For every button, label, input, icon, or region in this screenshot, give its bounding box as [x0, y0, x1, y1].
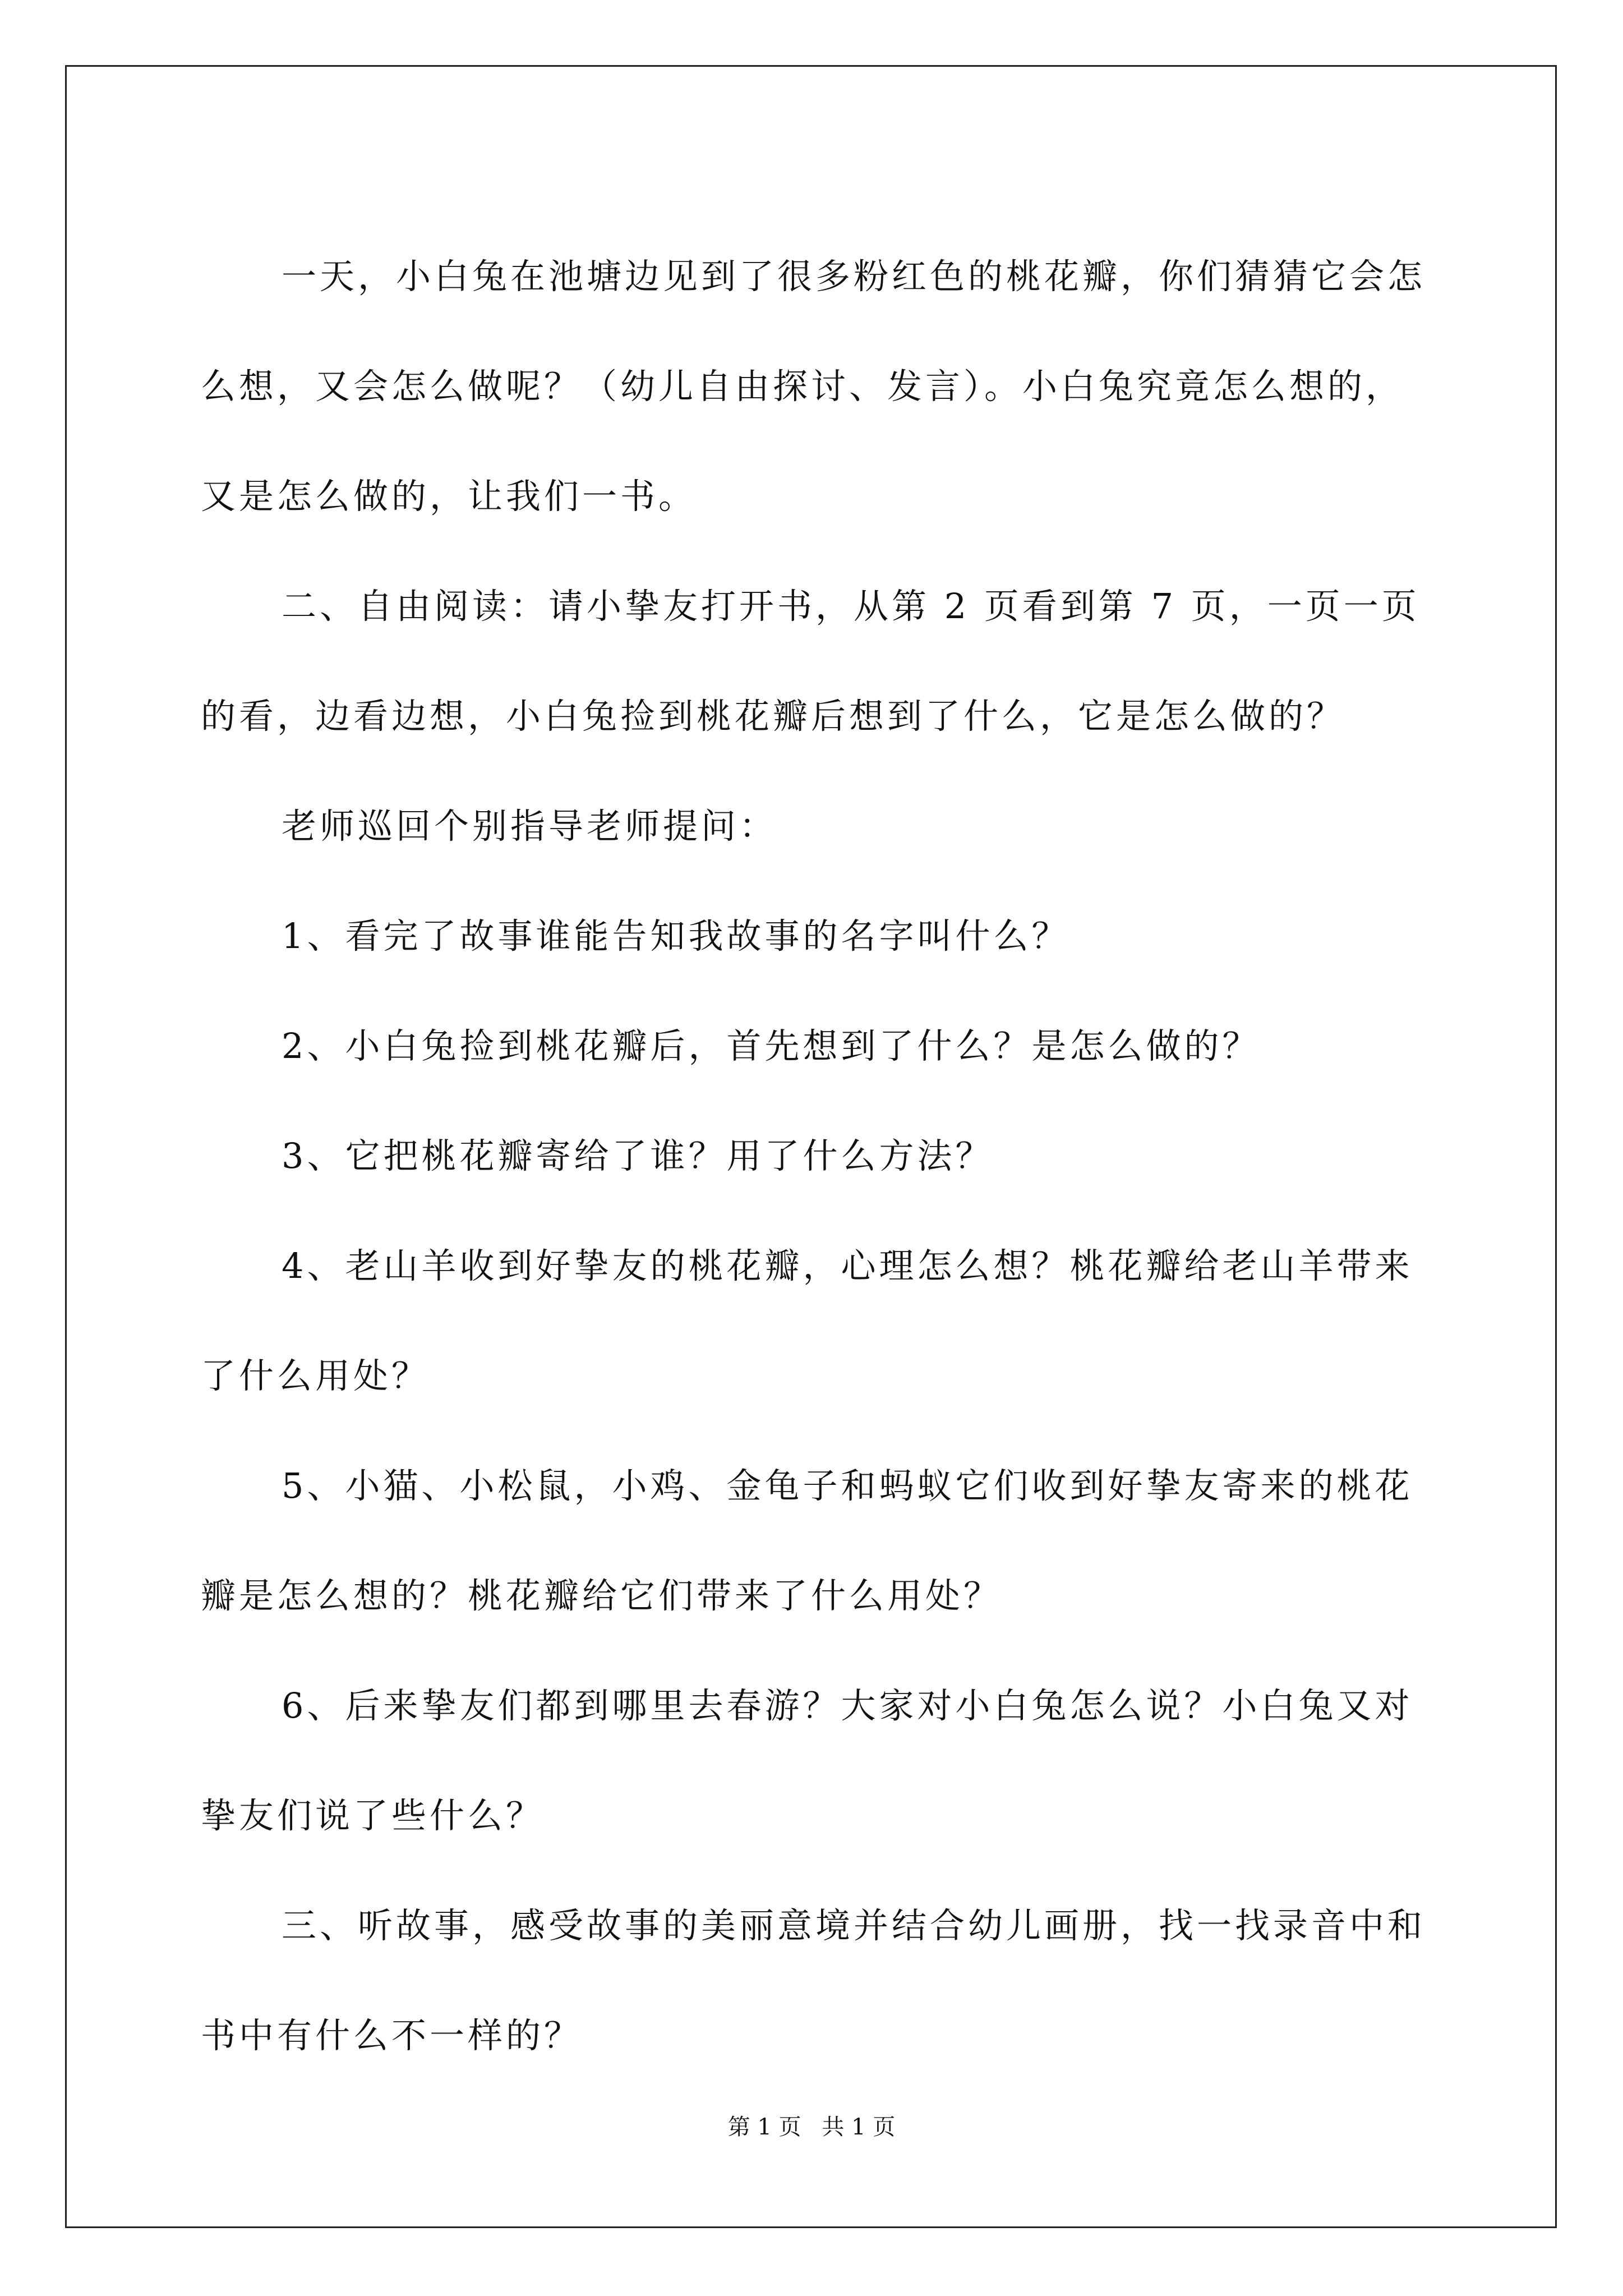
- paragraph-teacher-questions: 老师巡回个别指导老师提问：: [282, 806, 778, 846]
- paragraph-listen-story: 三、听故事，感受故事的美丽意境并结合幼儿画册，找一找录音中和书中有什么不一样的？: [201, 1905, 1426, 2056]
- paragraph-question-1: 1、看完了故事谁能告知我故事的名字叫什么？: [282, 915, 1070, 956]
- paragraph-question-3: 3、它把桃花瓣寄给了谁？用了什么方法？: [282, 1135, 994, 1176]
- paragraph-question-5: 5、小猫、小松鼠，小鸡、金龟子和蚂蚁它们收到好挚友寄来的桃花瓣是怎么想的？桃花瓣给它们带来了什么用处？: [201, 1465, 1413, 1616]
- page-number: 第 1 页: [727, 2114, 801, 2140]
- paragraph-question-4: 4、老山羊收到好挚友的桃花瓣，心理怎么想？桃花瓣给老山羊带来了什么用处？: [201, 1245, 1413, 1396]
- paragraph-question-6: 6、后来挚友们都到哪里去春游？大家对小白兔怎么说？小白兔又对挚友们说了些什么？: [201, 1685, 1413, 1836]
- paragraph-question-2: 2、小白兔捡到桃花瓣后，首先想到了什么？是怎么做的？: [282, 1025, 1261, 1066]
- page-total: 共 1 页: [822, 2114, 896, 2140]
- paragraph-free-reading: 二、自由阅读：请小挚友打开书，从第 2 页看到第 7 页，一页一页的看，边看边想，小白兔捡到桃花瓣后想到了什么，它是怎么做的？: [201, 586, 1420, 737]
- paragraph-intro: 一天，小白兔在池塘边见到了很多粉红色的桃花瓣，你们猜猜它会怎么想，又会怎么做呢？（幼儿自由探讨、发言）。小白兔究竟怎么想的，又是怎么做的，让我们一书。: [201, 256, 1426, 517]
- document-body: [201, 222, 1435, 2091]
- page-footer: [0, 2109, 1623, 2141]
